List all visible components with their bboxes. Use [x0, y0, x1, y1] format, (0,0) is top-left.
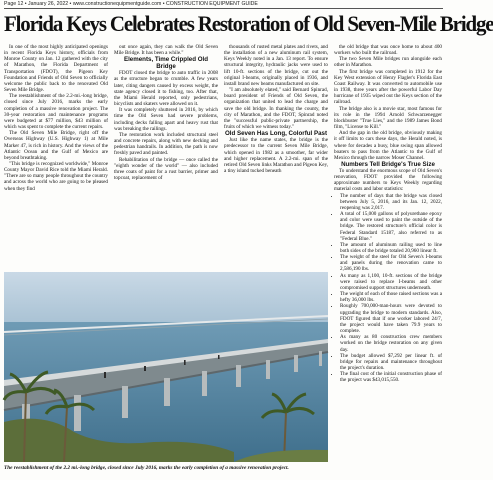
list-item: • As many as 1,100, 10-ft. sections of the bridge were raised to replace I-beams and other compromised support structures underneath. — [340, 273, 442, 291]
headline: Florida Keys Celebrates Restoration of Old Seven-Mile Bridge — [4, 11, 493, 36]
paragraph: FDOT closed the bridge to auto traffic in 2008 as the structure began to crumble. A few years later, citing dangers caused by excess weight, the state agency closed it to fishing, too. After that, the Miami Herald reported, only pedestrians, bicyclists and skaters were allowed on it. — [114, 70, 218, 108]
list-item: • The number of days that the bridge was closed between July 5, 2016, and its Jan. 12, 2022, reopening was 2,017. — [340, 193, 442, 211]
subheading: Elements, Time Crippled Old Bridge — [123, 56, 209, 71]
paragraph: "I am absolutely elated," said Bernard Spinrad, board president of Friends of Old Seven, the organization that united to lead the charge and save the old bridge. In thanking the county, the city of Marathon, and the FDOT, Spinrad noted the "successful public-private partnership, the fruits of which we witness today." — [224, 87, 328, 131]
article-column-2 — [114, 44, 218, 272]
article-column-4 — [334, 44, 442, 480]
paragraph: And the gap in the old bridge, obviously making it off limits to cars these days, the Herald noted, is where for decades a busy, blue swing span allowed boaters to pass from the Atlantic to the Gulf of Mexico through the narrow Moser Channel. — [334, 130, 442, 161]
subheading: Old Seven Has Long, Colorful Past — [224, 130, 328, 138]
paragraph: The reestablishment of the 2.2-mi.-long bridge, closed since July 2016, marks the early completion of a massive renovation project. The 30-year restoration and maintenance programs were budgeted at $77 million, $43 million of which was spent to complete the current repairs. — [4, 93, 108, 131]
list-item: • The weight of the steel for Old Seven's I-beams and panels during the renovation came to 2,586,190 lbs. — [340, 254, 442, 272]
list-item: • The budget allowed $7,292 per linear ft. of bridge for repairs and maintenance throughout the project's duration. — [340, 353, 442, 371]
article-column-3 — [224, 44, 328, 272]
paragraph: To understand the enormous scope of Old Seven's renovation, FDOT provided the following approximate numbers to Keys Weekly regarding material costs and labor statistics: — [334, 167, 442, 193]
statistics-list — [334, 193, 442, 384]
paragraph: Rehabilitation of the bridge — once called the "eighth wonder of the world" — also included three coats of paint for a rust barrier, primer and topcoat, replacement of — [114, 156, 218, 181]
paragraph: Just like the name states, the bridge is the predecessor to the current Seven Mile Bridge, which opened in 1982 as a smoother, far wider and higher replacement. A 2.2-mi. span of the retired Old Seven links Marathon and Pigeon Key, a tiny island tucked beneath — [224, 137, 328, 174]
paragraph: The restoration work included structural steel and concrete repairs, along with new decking and pedestrian handrails. In addition, the path is now freshly paved and painted. — [114, 131, 218, 157]
list-item: • As many as 80 construction crew members worked on the bridge restoration on any given day. — [340, 334, 442, 352]
paragraph: It was completely shuttered in 2016, by which time the Old Seven had severe problems, including decks falling apart and heavy rust that was breaking the railings. — [114, 107, 218, 132]
bridge-aerial-photo — [4, 272, 328, 462]
paragraph: out once again, they can walk the Old Seven Mile Bridge. It has been a while." — [114, 44, 218, 57]
paragraph: The bridge also is a movie star, most famous for its role in the 1994 Arnold Schwarzenegger blockbuster "True Lies," and the 1989 James Bond film, "License to Kill." — [334, 105, 442, 131]
paragraph: the old bridge that was once home to about 400 workers who built the railroad. — [334, 44, 442, 57]
list-item: • The amount of aluminum railing used to line both sides of the bridge totaled 20,960 linear ft. — [340, 242, 442, 254]
paragraph: The two Seven Mile bridges run alongside each other in Marathon. — [334, 56, 442, 69]
photo-caption: The reestablishment of the 2.2 mi.-long bridge, closed since July 2016, marks the early completion of a massive renovation project. — [4, 465, 289, 471]
paragraph: The Old Seven Mile Bridge, right off the Overseas Highway (U.S. Highway 1) at Mile Marker 47, is rich in history. And the views of the Atlantic Ocean and the Gulf of Mexico are beyond breathtaking. — [4, 130, 108, 161]
page-header-line: Page 12 • January 26, 2022 • www.constructionequipmentguide.com • CONSTRUCTION EQUIPMENT GUIDE — [4, 0, 443, 9]
paragraph: thousands of rusted metal plates and rivets, and the installation of a new aluminum rail system, Keys Weekly noted in a Jan. 13 report. To ensure structural integrity, hydraulic jacks were used to lift 10-ft. sections of the bridge, cut out the original I-beams, originally placed in 1936, and install brand new beams manufactured on site. — [224, 44, 328, 87]
paragraph: The first bridge was completed in 1912 for the Key West extension of Henry Flagler's Florida East Coast Railway. It was converted to automobile use in 1938, three years after the powerful Labor Day hurricane of 1935 wiped out the Keys section of the railroad. — [334, 68, 442, 106]
paragraph: "This bridge is recognized worldwide," Monroe County Mayor David Rice told the Miami Herald. "There are so many people throughout the country and across the world who are going to be pleased when they find — [4, 160, 108, 192]
paragraph: In one of the most highly anticipated openings in recent Florida Keys history, officials from Monroe County on Jan. 12 gathered with the city of Marathon, the Florida Department of Transportation (FDOT), the Pigeon Key Foundation and Friends of Old Seven to officially welcome the public back to the renovated Old Seven Mile Bridge. — [4, 44, 108, 94]
list-item: • The weight of each of those raised sections was a hefty 36,000 lbs. — [340, 291, 442, 303]
list-item: • A total of 15,000 gallons of polyurethane epoxy and color were used to paint the outside of the bridge. The restored structure's official color is Federal Standard 15187, also referred to as "Federal Blue." — [340, 211, 442, 242]
bridge-photo-illustration — [4, 272, 328, 462]
article-column-1 — [4, 44, 108, 192]
list-item: • Roughly 700,000-man-hours were devoted to upgrading the bridge to modern standards. Also, FDOT figured that if one worker labored 24/7, the project would have taken 79.9 years to complete. — [340, 303, 442, 334]
list-item: • The final cost of the initial construction phase of the project was $43,015,550. — [340, 371, 442, 383]
subheading: Numbers Tell Bridge's True Size — [341, 160, 435, 168]
